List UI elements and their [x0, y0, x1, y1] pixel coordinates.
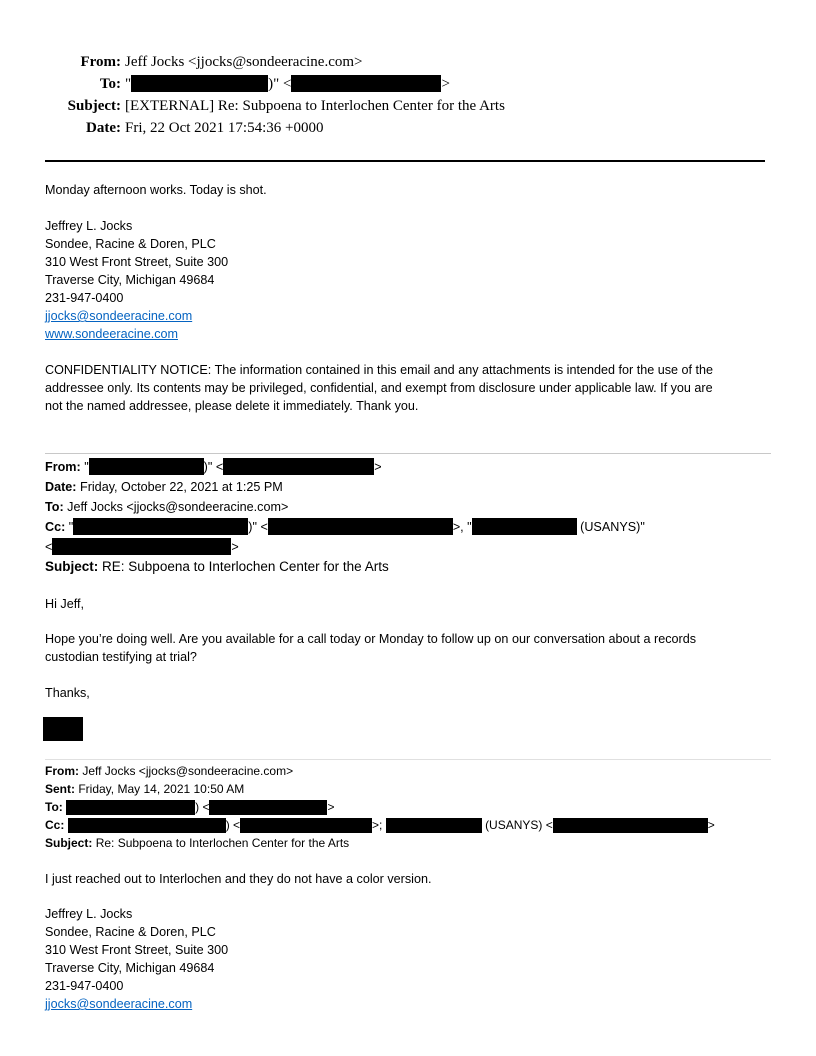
- body-line: Hope you’re doing well. Are you available for a call today or Monday to follow up on our conversation about a records: [45, 632, 697, 646]
- divider: [45, 453, 771, 454]
- text: >;: [372, 818, 383, 832]
- redaction: [291, 75, 441, 92]
- label: Cc:: [45, 818, 65, 832]
- quoted1-date: [45, 478, 283, 496]
- redaction: [73, 518, 248, 535]
- redaction: [223, 458, 374, 475]
- text: >: [441, 76, 450, 92]
- text: ) <: [225, 818, 241, 832]
- text: (USANYS) <: [485, 818, 553, 832]
- signature-line: Jeffrey L. Jocks: [45, 219, 133, 233]
- signature-line: Sondee, Racine & Doren, PLC: [45, 925, 216, 939]
- subject-value: Re: Subpoena to Interlochen Center for the Arts: [95, 836, 350, 850]
- body-line: I just reached out to Interlochen and they do not have a color version.: [45, 872, 432, 886]
- quoted2-sent: [45, 780, 244, 798]
- signature-line: 231-947-0400: [45, 979, 124, 993]
- redacted-signature: [43, 717, 83, 741]
- header-to: [99, 74, 450, 94]
- redaction: [386, 818, 482, 833]
- redaction: [131, 75, 268, 92]
- signature-line: Jeffrey L. Jocks: [45, 907, 133, 921]
- quoted2-subject: [45, 834, 349, 852]
- header-divider: [45, 160, 765, 162]
- text: >, ": [452, 520, 472, 534]
- email-link[interactable]: jjocks@sondeeracine.com: [45, 997, 193, 1011]
- quoted1-from: [45, 458, 382, 476]
- label: Date:: [86, 120, 121, 136]
- label: Sent:: [45, 782, 75, 796]
- label: From:: [80, 54, 121, 70]
- redaction: [240, 818, 372, 833]
- label: To:: [45, 500, 64, 514]
- label: Cc:: [45, 520, 66, 534]
- subject-value: RE: Subpoena to Interlochen Center for the Arts: [102, 559, 389, 574]
- text: )" <: [248, 520, 268, 534]
- text: ": [125, 76, 132, 92]
- divider: [45, 759, 771, 760]
- to-value: Jeff Jocks <jjocks@sondeeracine.com>: [67, 500, 289, 514]
- signature-line: Traverse City, Michigan 49684: [45, 961, 215, 975]
- confidentiality-notice: addressee only. Its contents may be privileged, confidential, and exempt from disclosure under applicable law. If you are: [45, 381, 713, 395]
- label: Subject:: [45, 836, 93, 850]
- from-value: Jeff Jocks <jjocks@sondeeracine.com>: [125, 54, 363, 70]
- header-date: [86, 118, 324, 138]
- redaction: [472, 518, 577, 535]
- text: ) <: [195, 800, 210, 814]
- text: >: [231, 540, 239, 554]
- subject-value: [EXTERNAL] Re: Subpoena to Interlochen Center for the Arts: [125, 98, 505, 114]
- quoted2-cc: [45, 816, 715, 834]
- text: >: [707, 818, 715, 832]
- website-link[interactable]: www.sondeeracine.com: [45, 327, 178, 341]
- text: (USANYS)": [580, 520, 645, 534]
- confidentiality-notice: CONFIDENTIALITY NOTICE: The information contained in this email and any attachments is intended for the use of the: [45, 363, 714, 377]
- label: Subject:: [67, 98, 121, 114]
- label: Subject:: [45, 559, 99, 574]
- redaction: [268, 518, 453, 535]
- header-from: [80, 52, 363, 72]
- label: To:: [99, 76, 121, 92]
- quoted2-from: [45, 762, 293, 780]
- text: >: [327, 800, 335, 814]
- label: From:: [45, 460, 81, 474]
- from-value: Jeff Jocks <jjocks@sondeeracine.com>: [82, 764, 294, 778]
- redaction: [66, 800, 195, 815]
- redaction: [68, 818, 226, 833]
- label: From:: [45, 764, 79, 778]
- text: )" <: [268, 76, 292, 92]
- body-line: custodian testifying at trial?: [45, 650, 197, 664]
- signature-line: 310 West Front Street, Suite 300: [45, 255, 229, 269]
- signature-line: 310 West Front Street, Suite 300: [45, 943, 229, 957]
- text: )" <: [203, 460, 224, 474]
- text: >: [374, 460, 382, 474]
- label: Date:: [45, 480, 77, 494]
- email-link[interactable]: jjocks@sondeeracine.com: [45, 309, 193, 323]
- quoted1-subject: [45, 558, 389, 576]
- reply-body: Monday afternoon works. Today is shot.: [45, 183, 267, 197]
- label: To:: [45, 800, 63, 814]
- greeting: Hi Jeff,: [45, 597, 84, 611]
- quoted1-to: [45, 498, 288, 516]
- date-value: Friday, October 22, 2021 at 1:25 PM: [80, 480, 283, 494]
- date-value: Fri, 22 Oct 2021 17:54:36 +0000: [125, 120, 324, 136]
- redaction: [553, 818, 708, 833]
- text: <: [45, 540, 53, 554]
- quoted1-cc: [45, 518, 645, 536]
- signature-line: 231-947-0400: [45, 291, 124, 305]
- redaction: [89, 458, 204, 475]
- sent-value: Friday, May 14, 2021 10:50 AM: [78, 782, 245, 796]
- redaction: [209, 800, 327, 815]
- confidentiality-notice: not the named addressee, please delete it immediately. Thank you.: [45, 399, 419, 413]
- text: ": [68, 520, 74, 534]
- text: ": [84, 460, 89, 474]
- redaction: [52, 538, 231, 555]
- signature-line: Sondee, Racine & Doren, PLC: [45, 237, 216, 251]
- signature-line: Traverse City, Michigan 49684: [45, 273, 215, 287]
- quoted1-cc-cont: [45, 538, 239, 556]
- quoted2-to: [45, 798, 334, 816]
- header-subject: [67, 96, 505, 116]
- closing: Thanks,: [45, 686, 90, 700]
